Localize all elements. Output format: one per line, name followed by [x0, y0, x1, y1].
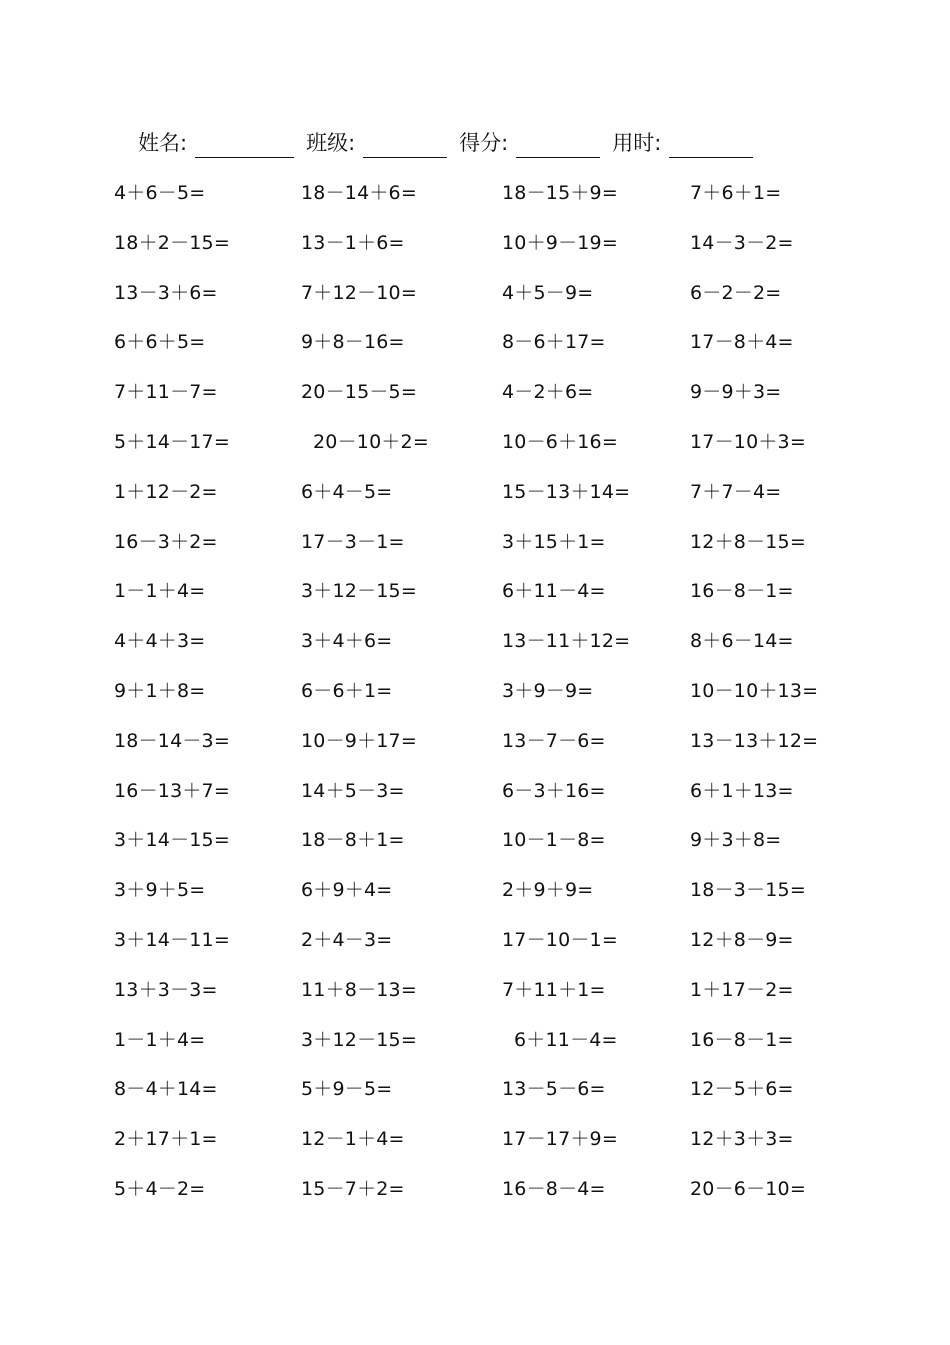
- math-problem: 12－5＋6=: [690, 1078, 794, 1100]
- math-problem: 7＋7－4=: [690, 481, 782, 503]
- math-problem: 20－6－10=: [690, 1178, 806, 1200]
- math-problem: 1－1＋4=: [114, 1029, 206, 1051]
- math-problem: 17－8＋4=: [690, 331, 794, 353]
- problem-row: [0, 825, 950, 855]
- math-problem: 16－13＋7=: [114, 780, 230, 802]
- problem-row: [0, 527, 950, 557]
- math-problem: 18－3－15=: [690, 879, 806, 901]
- math-problem: 5＋4－2=: [114, 1178, 206, 1200]
- math-problem: 12＋3＋3=: [690, 1128, 794, 1150]
- math-problem: 3＋14－15=: [114, 829, 230, 851]
- math-problem: 13＋3－3=: [114, 979, 218, 1001]
- math-problem: 6＋6＋5=: [114, 331, 206, 353]
- math-problem: 11＋8－13=: [301, 979, 417, 1001]
- math-problem: 3＋4＋6=: [301, 630, 393, 652]
- problem-row: [0, 776, 950, 806]
- problem-row: [0, 1124, 950, 1154]
- problem-row: [0, 1174, 950, 1204]
- math-problem: 10－1－8=: [502, 829, 606, 851]
- math-problem: 9－9＋3=: [690, 381, 782, 403]
- math-problem: 3＋14－11=: [114, 929, 230, 951]
- problem-row: [0, 925, 950, 955]
- problem-row: [0, 676, 950, 706]
- math-problem: 7＋6＋1=: [690, 182, 782, 204]
- problem-row: [0, 278, 950, 308]
- math-problem: 5＋14－17=: [114, 431, 230, 453]
- problem-row: [0, 327, 950, 357]
- problem-row: [0, 626, 950, 656]
- math-problem: 10－6＋16=: [502, 431, 618, 453]
- problem-row: [0, 576, 950, 606]
- math-problem: 20－10＋2=: [313, 431, 429, 453]
- math-problem: 3＋15＋1=: [502, 531, 606, 553]
- math-problem: 6－3＋16=: [502, 780, 606, 802]
- math-problem: 8＋6－14=: [690, 630, 794, 652]
- name-label: 姓名:: [138, 131, 188, 155]
- math-problem: 2＋17＋1=: [114, 1128, 218, 1150]
- math-problem: 3＋9＋5=: [114, 879, 206, 901]
- problem-row: [0, 875, 950, 905]
- math-problem: 8－6＋17=: [502, 331, 606, 353]
- math-problem: 13－3＋6=: [114, 282, 218, 304]
- math-problem: 6－6＋1=: [301, 680, 393, 702]
- problem-row: [0, 726, 950, 756]
- math-problem: 17－10－1=: [502, 929, 618, 951]
- math-problem: 17－17＋9=: [502, 1128, 618, 1150]
- math-problem: 6＋11－4=: [502, 580, 606, 602]
- math-problem: 17－3－1=: [301, 531, 405, 553]
- math-problem: 17－10＋3=: [690, 431, 806, 453]
- math-problem: 3＋12－15=: [301, 580, 417, 602]
- math-problem: 12－1＋4=: [301, 1128, 405, 1150]
- math-problem: 1－1＋4=: [114, 580, 206, 602]
- math-problem: 10＋9－19=: [502, 232, 618, 254]
- problem-row: [0, 178, 950, 208]
- math-problem: 13－11＋12=: [502, 630, 631, 652]
- math-problem: 16－3＋2=: [114, 531, 218, 553]
- math-problem: 5＋9－5=: [301, 1078, 393, 1100]
- problem-row: [0, 427, 950, 457]
- math-problem: 18－15＋9=: [502, 182, 618, 204]
- math-problem: 3＋12－15=: [301, 1029, 417, 1051]
- math-problem: 13－1＋6=: [301, 232, 405, 254]
- math-problem: 12＋8－9=: [690, 929, 794, 951]
- math-problem: 16－8－4=: [502, 1178, 606, 1200]
- problem-row: [0, 1025, 950, 1055]
- math-problem: 13－5－6=: [502, 1078, 606, 1100]
- problem-row: [0, 975, 950, 1005]
- time-label: 用时:: [612, 131, 662, 155]
- math-problem: 16－8－1=: [690, 580, 794, 602]
- math-problem: 7＋11＋1=: [502, 979, 606, 1001]
- math-problem: 4＋5－9=: [502, 282, 594, 304]
- math-problem: 6＋9＋4=: [301, 879, 393, 901]
- math-problem: 16－8－1=: [690, 1029, 794, 1051]
- math-problem: 2＋9＋9=: [502, 879, 594, 901]
- math-problem: 4＋4＋3=: [114, 630, 206, 652]
- math-problem: 7＋12－10=: [301, 282, 417, 304]
- class-label: 班级:: [306, 131, 356, 155]
- math-problem: 9＋1＋8=: [114, 680, 206, 702]
- math-problem: 3＋9－9=: [502, 680, 594, 702]
- math-problem: 9＋3＋8=: [690, 829, 782, 851]
- math-problem: 2＋4－3=: [301, 929, 393, 951]
- math-problem: 10－10＋13=: [690, 680, 819, 702]
- math-problem: 6＋4－5=: [301, 481, 393, 503]
- math-problem: 4－2＋6=: [502, 381, 594, 403]
- math-problem: 14＋5－3=: [301, 780, 405, 802]
- math-problem: 15－13＋14=: [502, 481, 631, 503]
- math-problem: 6＋11－4=: [514, 1029, 618, 1051]
- math-problem: 18－8＋1=: [301, 829, 405, 851]
- math-problem: 15－7＋2=: [301, 1178, 405, 1200]
- math-problem: 6－2－2=: [690, 282, 782, 304]
- math-problem: 6＋1＋13=: [690, 780, 794, 802]
- math-problem: 20－15－5=: [301, 381, 417, 403]
- math-problem: 18－14－3=: [114, 730, 230, 752]
- math-problem: 10－9＋17=: [301, 730, 417, 752]
- problem-row: [0, 377, 950, 407]
- math-problem: 4＋6－5=: [114, 182, 206, 204]
- math-problem: 9＋8－16=: [301, 331, 405, 353]
- math-problem: 12＋8－15=: [690, 531, 806, 553]
- math-problem: 7＋11－7=: [114, 381, 218, 403]
- math-problem: 13－7－6=: [502, 730, 606, 752]
- score-label: 得分:: [459, 131, 509, 155]
- math-problem: 8－4＋14=: [114, 1078, 218, 1100]
- math-problem: 1＋12－2=: [114, 481, 218, 503]
- problem-row: [0, 228, 950, 258]
- problem-row: [0, 477, 950, 507]
- math-problem: 14－3－2=: [690, 232, 794, 254]
- math-problem: 13－13＋12=: [690, 730, 819, 752]
- problem-row: [0, 1074, 950, 1104]
- math-problem: 1＋17－2=: [690, 979, 794, 1001]
- math-problem: 18＋2－15=: [114, 232, 230, 254]
- math-problem: 18－14＋6=: [301, 182, 417, 204]
